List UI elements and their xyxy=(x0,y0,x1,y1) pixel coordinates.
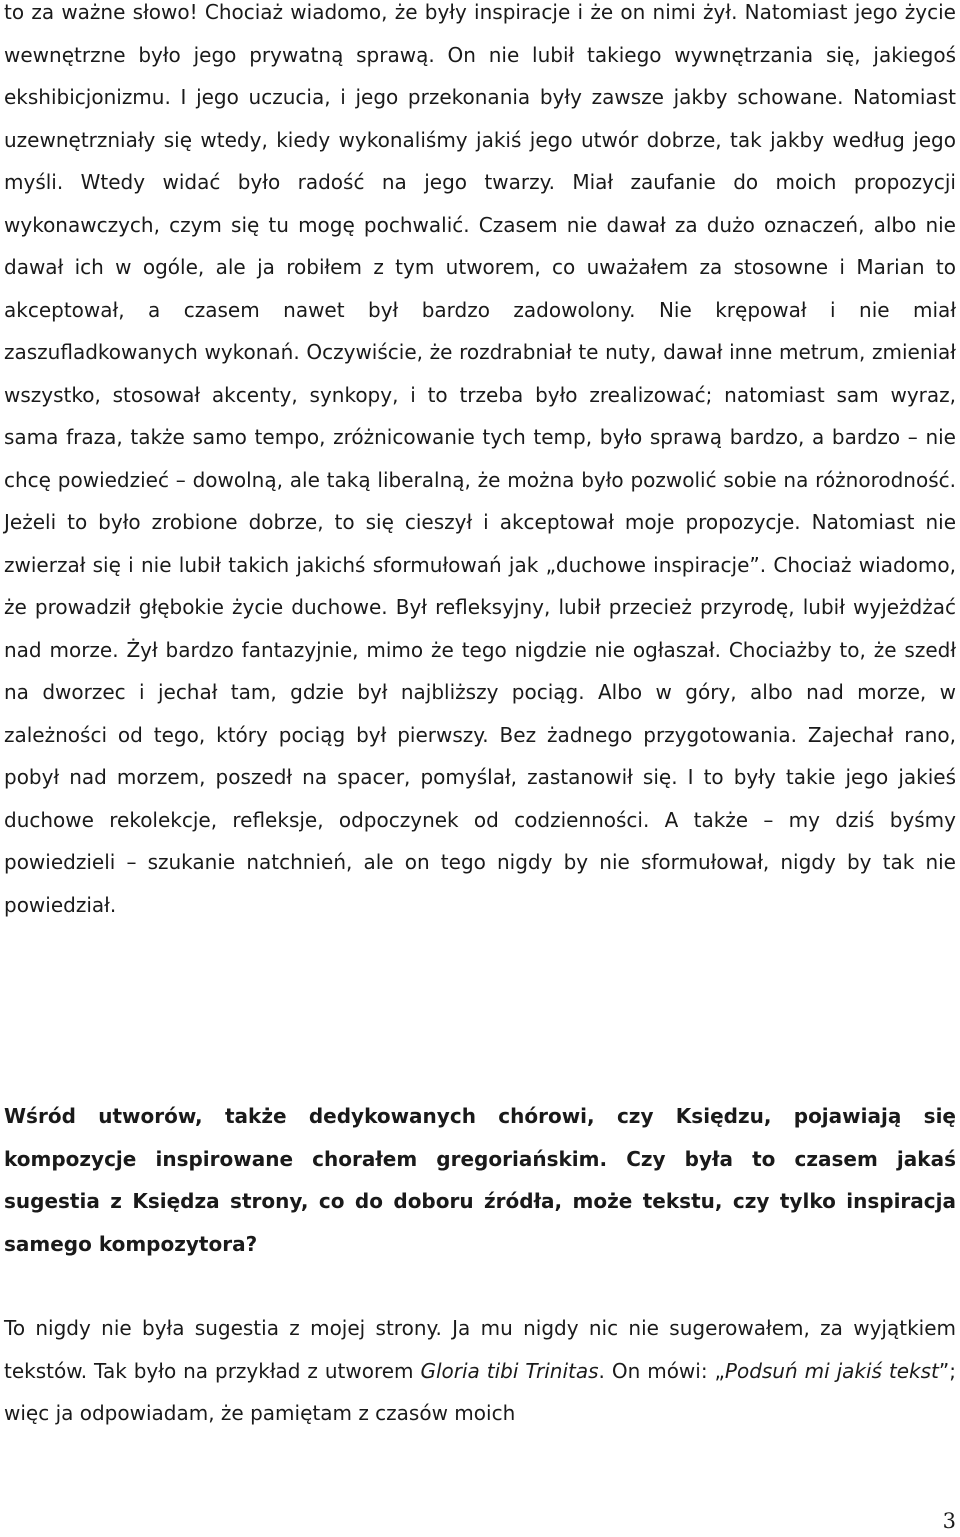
answer-paragraph-continued xyxy=(4,1307,956,1435)
page-number: 3 xyxy=(942,1509,956,1533)
answer-text-middle: . On mówi: „ xyxy=(598,1358,725,1383)
quoted-request: Podsuń mi jakiś tekst xyxy=(724,1358,939,1383)
answer-text-start: To nigdy nie była sugestia z mojej strony. Ja mu nigdy nic nie sugerowałem, za wyjątkiem tekstów. Tak było na przykład z utworem xyxy=(4,1316,956,1383)
answer-paragraph: to za ważne słowo! Chociaż wiadomo, że były inspiracje i że on nimi żył. Natomiast jego życie wewnętrzne było jego prywatną sprawą. On nie lubił takiego wywnętrzania się, jakiegoś ekshibicjonizmu. I jego uczucia, i jego przekonania były zawsze jakby schowane. Natomiast uzewnętrzniały się wtedy, kiedy wykonaliśmy jakiś jego utwór dobrze, tak jakby według jego myśli. Wtedy widać było radość na jego twarzy. Miał zaufanie do moich propozycji wykonawczych, czym się tu mogę pochwalić. Czasem nie dawał za dużo oznaczeń, albo nie dawał ich w ogóle, ale ja robiłem z tym utworem, co uważałem za stosowne i Marian to akceptował, a czasem nawet był bardzo zadowolony. Nie krępował i nie miał zaszufladkowanych wykonań. Oczywiście, że rozdrabniał te nuty, dawał inne metrum, zmieniał wszystko, stosował akcenty, synkopy, i to trzeba było zrealizować; natomiast sam wyraz, sama fraza, także samo tempo, zróżnicowanie tych temp, było sprawą bardzo, a bardzo – nie chcę powiedzieć – dowolną, ale taką liberalną, że można było pozwolić sobie na różnorodność. Jeżeli to było zrobione dobrze, to się cieszył i akceptował moje propozycje. Natomiast nie zwierzał się i nie lubił takich jakichś sformułowań jak „duchowe inspiracje”. Chociaż wiadomo, że prowadził głębokie życie duchowe. Był refleksyjny, lubił przecież przyrodę, lubił wyjeżdżać nad morze. Żył bardzo fantazyjnie, mimo że tego nigdzie nie ogłaszał. Chociażby to, że szedł na dworzec i jechał tam, gdzie był najbliższy pociąg. Albo w góry, albo nad morze, w zależności od tego, który pociąg był pierwszy. Bez żadnego przygotowania. Zajechał rano, pobył nad morzem, poszedł na spacer, pomyślał, zastanowił się. I to były takie jego jakieś duchowe rekolekcje, refleksje, odpoczynek od codzienności. A także – my dziś byśmy powiedzieli – szukanie natchnień, ale on tego nigdy by nie sformułował, nigdy by tak nie powiedział. xyxy=(4,0,956,917)
interview-question: Wśród utworów, także dedykowanych chórowi, czy Księdzu, pojawiają się kompozycje inspirowane chorałem gregoriańskim. Czy była to czasem jakaś sugestia z Księdza strony, co do doboru źródła, może tekstu, czy tylko inspiracja samego kompozytora? xyxy=(4,1104,956,1256)
answer-text-end: ”; więc ja odpowiadam, że pamiętam z czasów moich xyxy=(4,1358,956,1425)
work-title: Gloria tibi Trinitas xyxy=(420,1358,599,1383)
